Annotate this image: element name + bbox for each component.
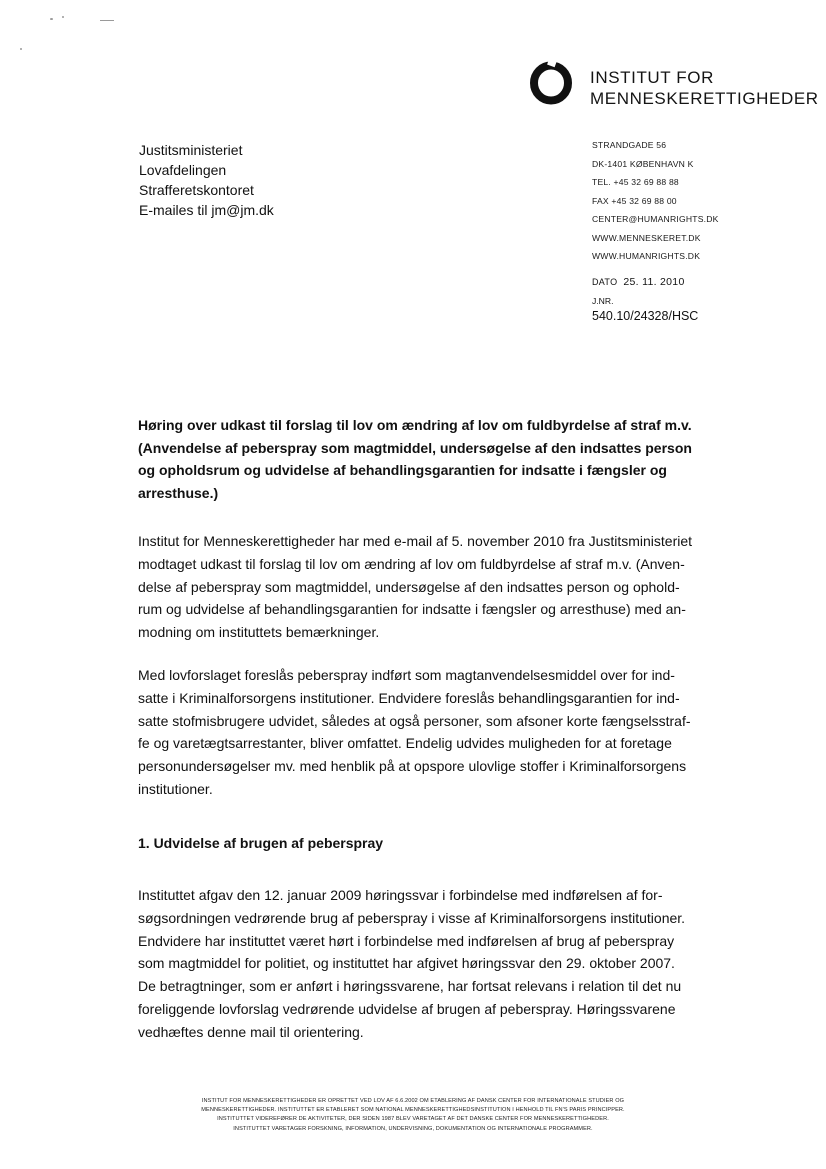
institute-logo-icon — [527, 59, 575, 107]
text-line: rum og udvidelse af behandlingsgarantien for indsatte i fængsler og arresthuse) med an- — [138, 601, 686, 618]
recipient-line: Lovafdelingen — [139, 162, 227, 178]
text-line: søgsordningen vedrørende brug af peberspray i visse af Kriminalforsorgens institutioner. — [138, 909, 686, 926]
recipient-address — [139, 140, 274, 220]
contact-fax: FAX +45 32 69 88 00 — [592, 195, 677, 206]
recipient-line: Justitsministeriet — [139, 142, 243, 158]
text-line: modning om instituttets bemærkninger. — [138, 624, 380, 641]
subject-line: og opholdsrum og udvidelse af behandlingsgarantien for indsatte i fængsler og — [138, 462, 667, 478]
scan-speck — [50, 18, 53, 20]
scan-speck — [62, 16, 64, 18]
contact-phone: TEL. +45 32 69 88 88 — [592, 177, 679, 187]
contact-street: STRANDGADE 56 — [592, 140, 667, 150]
paragraph-section-1 — [138, 884, 708, 1044]
text-line: institutioner. — [138, 780, 213, 797]
subject-line: Høring over udkast til forslag til lov om ændring af lov om fuldbyrdelse af straf m.v. — [138, 417, 692, 433]
recipient-email: E-mailes til jm@jm.dk — [139, 202, 274, 218]
text-line: satte i Kriminalforsorgens institutioner. Endvidere foreslås behandlingsgarantien for ind- — [138, 689, 680, 706]
text-line: Med lovforslaget foreslås peberspray indført som magtanvendelsesmiddel over for ind- — [138, 667, 675, 683]
text-line: Institut for Menneskerettigheder har med e-mail af 5. november 2010 fra Justitsministeriet — [138, 533, 693, 549]
logo-line-2: MENNESKERETTIGHEDER — [590, 89, 819, 108]
text-line: De betragtninger, som er anført i høringssvarene, har fortsat relevans i relation til det nu — [138, 978, 682, 995]
contact-website-1: WWW.MENNESKERET.DK — [592, 232, 701, 243]
journal-number-value: 540.10/24328/HSC — [592, 309, 699, 323]
text-line: satte stofmisbrugere udvidet, således at også personer, som afsoner korte fængselsstraf- — [138, 712, 691, 729]
letter-subject — [138, 414, 708, 504]
sender-contact-info — [592, 136, 719, 266]
text-line: delse af peberspray som magtmiddel, undersøgelse af den indsattes person og ophold- — [138, 578, 680, 595]
subject-line: arresthuse.) — [138, 484, 219, 501]
footer-line: INSTITUT FOR MENNESKERETTIGHEDER ER OPRETTET VED LOV AF 6.6.2002 OM ETABLERING AF DANSK CENTER FOR INTERNATIONALE STUDIER OG — [201, 1098, 625, 1104]
date-label: DATO — [592, 277, 618, 287]
scan-speck — [20, 48, 22, 50]
text-line: vedhæftes denne mail til orientering. — [138, 1023, 364, 1040]
scan-speck — [100, 20, 114, 21]
text-line: Endvidere har instituttet været hørt i forbindelse med indførelsen af brug af peberspray — [138, 932, 675, 949]
document-date — [592, 276, 685, 288]
legal-footer — [100, 1097, 726, 1134]
contact-city: DK-1401 KØBENHAVN K — [592, 158, 694, 169]
text-line: foreliggende lovforslag vedrørende udvidelse af brugen af peberspray. Høringssvarene — [138, 1000, 676, 1017]
text-line: personundersøgelser mv. med henblik på at opspore ulovlige stoffer i Kriminalforsorgens — [138, 758, 687, 775]
recipient-line: Strafferetskontoret — [139, 182, 254, 198]
subject-line: (Anvendelse af peberspray som magtmiddel, undersøgelse af den indsattes person — [138, 439, 692, 456]
text-line: modtaget udkast til forslag til lov om ændring af lov om fuldbyrdelse af straf m.v. (Anven- — [138, 555, 685, 572]
text-line: som magtmiddel for politiet, og instituttet har afgivet høringssvar den 29. oktober 2007. — [138, 955, 675, 972]
contact-email: CENTER@HUMANRIGHTS.DK — [592, 214, 719, 224]
text-line: Instituttet afgav den 12. januar 2009 høringssvar i forbindelse med indførelsen af for- — [138, 887, 663, 903]
footer-line: MENNESKERETTIGHEDER. INSTITUTTET ER ETABLERET SOM NATIONAL MENNESKERETTIGHEDSINSTITUTION I HENHOLD TIL FN'S PARIS PRINCIPPER. — [201, 1107, 625, 1114]
section-heading-1: 1. Udvidelse af brugen af peberspray — [138, 835, 384, 851]
footer-line: INSTITUTTET VIDEREFØRER DE AKTIVITETER, DER SIDEN 1987 BLEV VARETAGET AF DET DANSKE CENTER FOR MENNESKERETTIGHEDER. — [217, 1116, 609, 1123]
paragraph-summary — [138, 664, 708, 801]
contact-website-2: WWW.HUMANRIGHTS.DK — [592, 251, 701, 261]
text-line: fe og varetægtsarrestanter, bliver omfattet. Endelig udvides muligheden for at foretage — [138, 735, 672, 752]
institute-logo-text — [590, 67, 819, 109]
paragraph-intro — [138, 530, 708, 644]
logo-line-1: INSTITUT FOR — [590, 68, 714, 87]
date-value: 25. 11. 2010 — [623, 276, 685, 288]
journal-number-label: J.NR. — [592, 296, 614, 306]
footer-line: INSTITUTTET VARETAGER FORSKNING, INFORMATION, UNDERVISNING, DOKUMENTATION OG INTERNATIONALE PROGRAMMER. — [233, 1125, 593, 1132]
